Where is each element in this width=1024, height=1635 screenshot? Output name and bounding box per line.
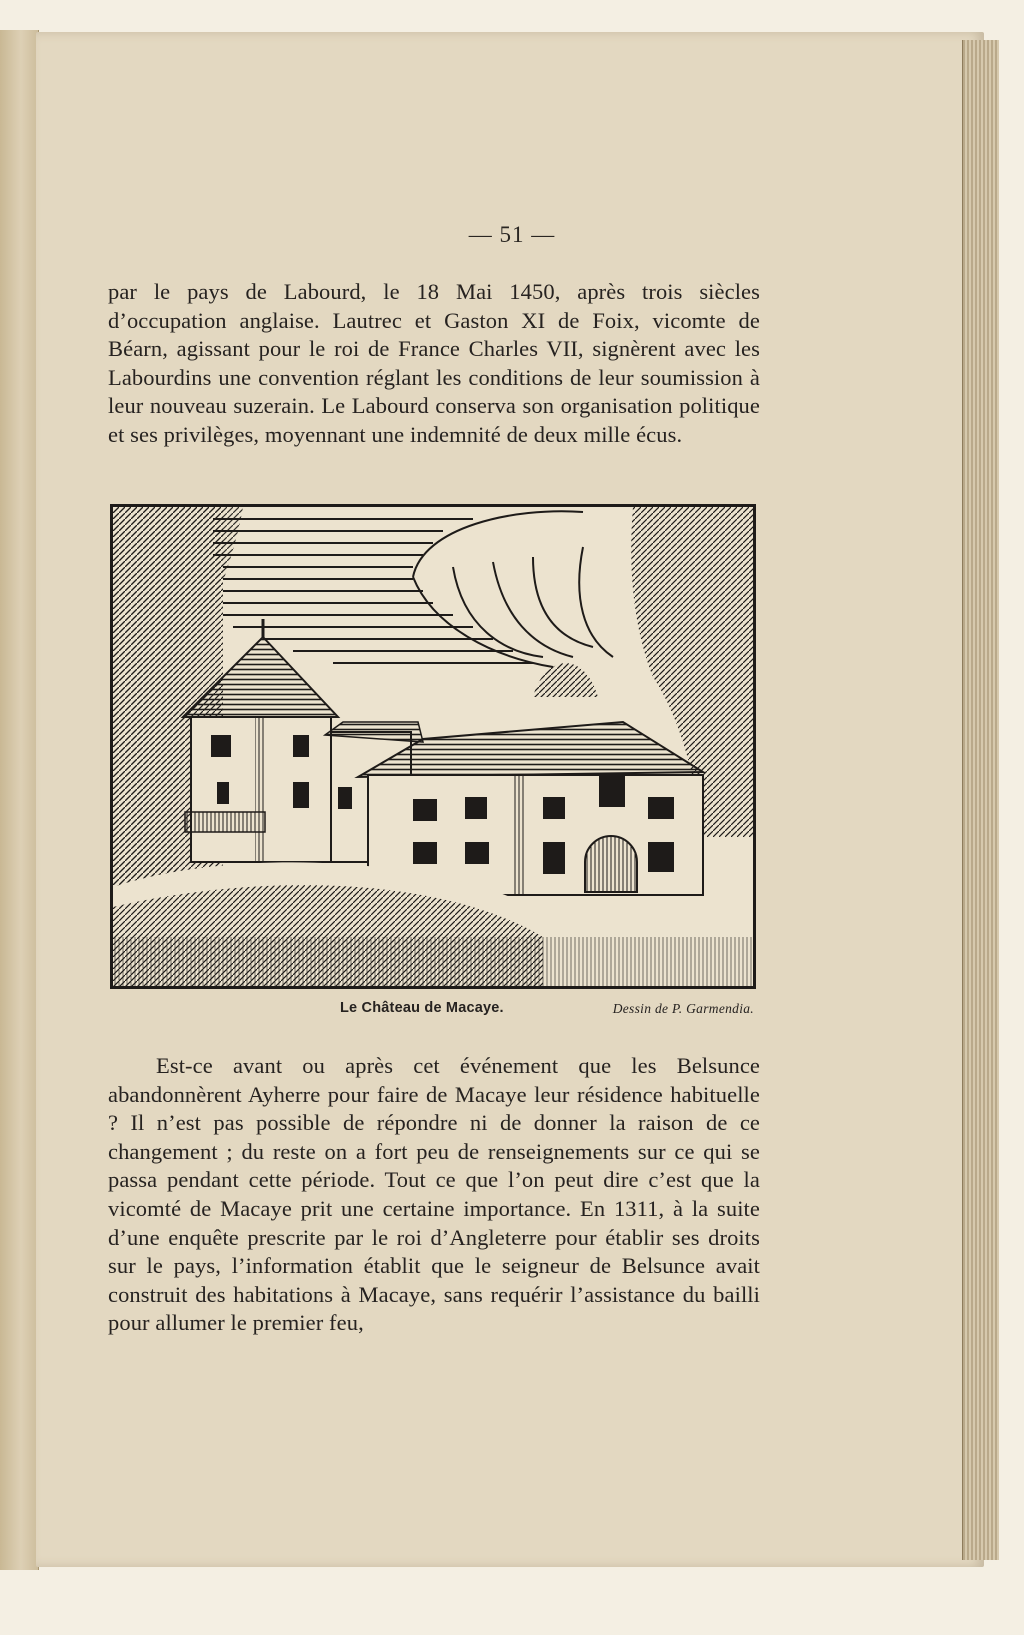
caption-title: Le Château de Macaye.	[340, 1000, 504, 1016]
woodcut-drawing	[113, 507, 753, 986]
main-house	[358, 722, 703, 895]
cloud-arcs	[413, 511, 613, 667]
page-stack-edge	[962, 40, 999, 1560]
paragraph-top: par le pays de Labourd, le 18 Mai 1450, après trois siècles d’occupation anglaise. Lautrec et Gaston XI de Foix, vicomte de Béarn, agissant pour le roi de France Charles VII, signèrent avec les Labourdins une convention réglant les conditions de leur soumission à leur nouveau suzerain. Le Labourd conserva son organisation politique et ses privilèges, moyennant une indemnité de deux mille écus.	[108, 279, 760, 447]
caption-credit: Dessin de P. Garmendia.	[612, 1001, 754, 1016]
page-number: — 51 —	[468, 222, 556, 247]
illustration-chateau-de-macaye	[110, 504, 756, 989]
arched-door	[585, 836, 637, 892]
paragraph-bottom: Est-ce avant ou après cet événement que les Belsunce abandonnèrent Ayherre pour faire de Macaye leur résidence habituelle ? Il n’est pas possible de répondre ni de donner la raison de ce changement ; du reste on a fort peu de renseignements sur ce qui se passa pendant cette période. Tout ce que l’on peut dire c’est que la vicomté de Macaye prit une certaine importance. En 1311, à la suite d’une enquête prescrite par le roi d’Angleterre pour établir ses droits sur le pays, l’information établit que le seigneur de Belsunce avait construit des habitations à Macaye, sans requérir l’assistance du bailli pour allumer le premier feu,	[108, 1053, 760, 1336]
figure-caption	[110, 1000, 754, 1022]
facing-page-edge	[0, 30, 39, 1570]
tree-middle	[533, 663, 598, 697]
